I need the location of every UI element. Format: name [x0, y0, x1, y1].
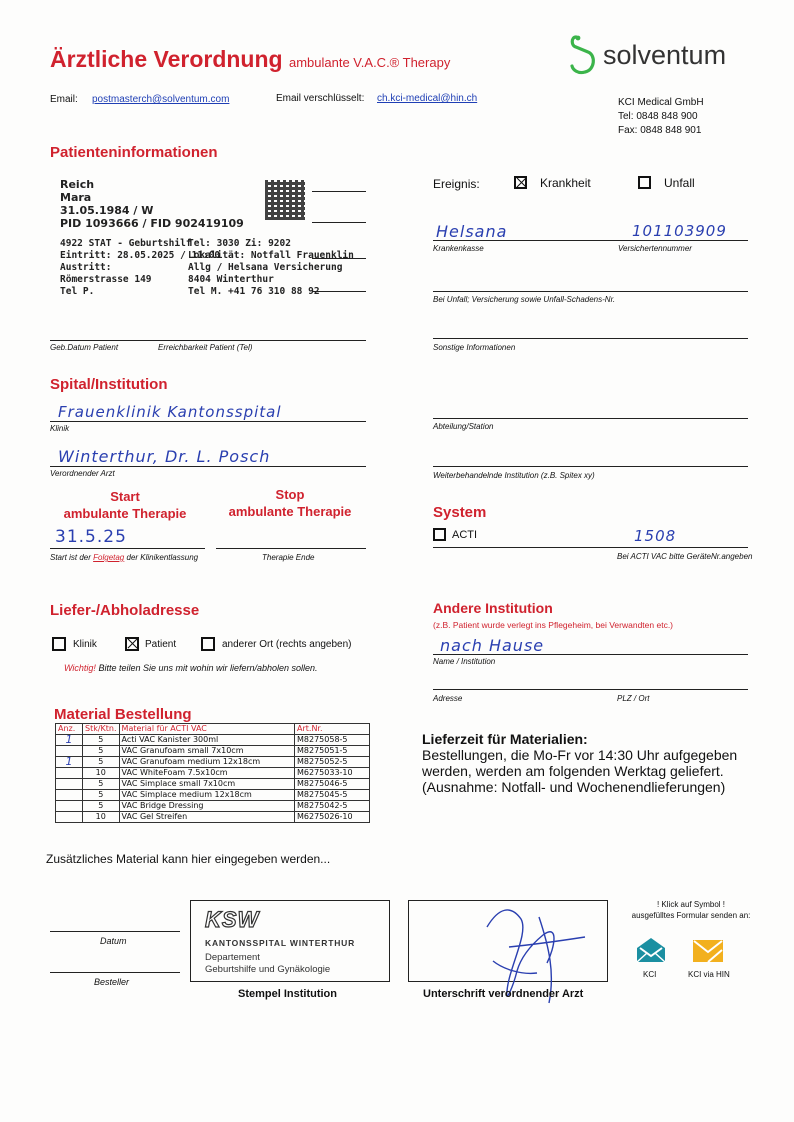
stamp-line-1: KANTONSSPITAL WINTERTHUR — [205, 938, 356, 948]
ereignis-label: Ereignis: — [433, 177, 480, 191]
material-qty-cell[interactable] — [56, 790, 83, 801]
material-row — [56, 812, 370, 823]
delivery-klinik-label: Klinik — [73, 639, 97, 650]
lieferzeit-block — [422, 731, 737, 795]
sticker-location: Lokalität: Notfall Frauenklin — [188, 250, 354, 261]
form-title — [50, 46, 450, 73]
start-label-pre: Start ist der — [50, 553, 94, 562]
stop-label: Therapie Ende — [262, 553, 315, 562]
sticker-street: Römerstrasse 149 — [60, 274, 152, 285]
company-fax: Fax: 0848 848 901 — [618, 125, 702, 136]
stamp-line-2: Departement — [205, 952, 260, 963]
title-subtitle: ambulante V.A.C.® Therapy — [288, 55, 451, 70]
sticker-details-right — [188, 238, 354, 298]
qr-code — [265, 180, 305, 220]
material-artnr-cell: M8275046-5 — [295, 779, 370, 790]
material-heading: Material Bestellung — [54, 706, 192, 723]
other-inst-note: (z.B. Patient wurde verlegt ins Pflegeheim, bei Verwandten etc.) — [433, 620, 674, 630]
material-qty-cell[interactable] — [56, 768, 83, 779]
unfall-checkbox[interactable] — [638, 176, 651, 189]
klinik-label: Klinik — [50, 424, 70, 433]
material-row — [56, 768, 370, 779]
click-line-1: ! Klick auf Symbol ! — [656, 900, 726, 909]
material-stk-cell: 10 — [83, 812, 120, 823]
material-name-cell: VAC Bridge Dressing — [119, 801, 294, 812]
material-stk-cell: 5 — [83, 735, 120, 746]
signature-label: Unterschrift verordnender Arzt — [423, 988, 584, 1000]
material-artnr-cell: M8275042-5 — [295, 801, 370, 812]
patient-heading: Patienteninformationen — [50, 144, 218, 161]
sticker-discharge: Austritt: — [60, 262, 112, 273]
material-row — [56, 801, 370, 812]
sticker-lastname: Reich — [60, 178, 95, 191]
device-number-label: Bei ACTI VAC bitte GeräteNr.angeben — [617, 552, 753, 561]
sticker-phone-m: Tel M. +41 76 310 88 92 — [188, 286, 320, 297]
material-name-cell: VAC Simplace medium 12x18cm — [119, 790, 294, 801]
material-qty-cell[interactable] — [56, 779, 83, 790]
lieferzeit-title: Lieferzeit für Materialien: — [422, 731, 588, 747]
kci-hin-label: KCI via HIN — [688, 970, 730, 979]
company-block — [618, 96, 704, 138]
acti-label: ACTI — [452, 529, 478, 541]
delivery-patient-checkbox[interactable] — [125, 637, 139, 651]
material-name-cell: VAC Granufoam medium 12x18cm — [119, 757, 294, 768]
material-stk-cell: 10 — [83, 768, 120, 779]
other-inst-heading: Andere Institution — [433, 600, 553, 616]
sticker-admission: Eintritt: 28.05.2025 / 11:00 — [60, 250, 221, 261]
email-label: Email: — [50, 94, 78, 105]
material-artnr-cell: M8275051-5 — [295, 746, 370, 757]
stamp-box — [190, 900, 390, 982]
signature-box[interactable] — [408, 900, 608, 982]
weiter-label: Weiterbehandelnde Institution (z.B. Spitex xy) — [433, 471, 595, 480]
sticker-ward: 4922 STAT - Geburtshilf — [60, 238, 192, 249]
col-stk: Stk/Ktn. — [83, 724, 120, 735]
material-extra-text: Zusätzliches Material kann hier eingegeben werden... — [46, 852, 331, 866]
start-title-2: ambulante Therapie — [63, 506, 187, 521]
material-row — [56, 757, 370, 768]
geb-datum-label: Geb.Datum Patient — [50, 343, 119, 352]
stop-title-1: Stop — [275, 487, 305, 502]
delivery-other-label: anderer Ort (rechts angeben) — [222, 639, 352, 650]
sticker-room: Tel: 3030 Zi: 9202 — [188, 238, 291, 249]
other-inst-plz-label: PLZ / Ort — [617, 694, 650, 703]
lieferzeit-line-3: (Ausnahme: Notfall- und Wochenendlieferungen) — [422, 779, 726, 795]
material-qty-cell[interactable]: 1 — [56, 757, 83, 768]
krankenkasse-value[interactable]: Helsana — [436, 222, 508, 241]
material-table — [55, 723, 370, 823]
start-label — [50, 553, 198, 562]
start-title — [50, 488, 200, 522]
title-text: Ärztliche Verordnung — [50, 46, 283, 72]
email-link[interactable]: postmasterch@solventum.com — [92, 94, 230, 105]
material-artnr-cell: M6275033-10 — [295, 768, 370, 779]
delivery-note — [64, 663, 318, 673]
abteilung-label: Abteilung/Station — [433, 422, 494, 431]
material-row — [56, 746, 370, 757]
sonstige-label: Sonstige Informationen — [433, 343, 516, 352]
sticker-insurance: Allg / Helsana Versicherung — [188, 262, 343, 273]
material-stk-cell: 5 — [83, 757, 120, 768]
send-instructions — [626, 899, 756, 921]
versichertennummer-value[interactable]: 101103909 — [632, 222, 727, 240]
material-qty-cell[interactable] — [56, 812, 83, 823]
delivery-heading: Liefer-/Abholadresse — [50, 602, 200, 619]
material-artnr-cell: M8275052-5 — [295, 757, 370, 768]
material-name-cell: VAC Gel Streifen — [119, 812, 294, 823]
besteller-label: Besteller — [94, 977, 130, 987]
lieferzeit-line-1: Bestellungen, die Mo-Fr vor 14:30 Uhr aufgegeben — [422, 747, 738, 763]
patient-sticker — [60, 178, 244, 230]
krankheit-checkbox[interactable] — [514, 176, 527, 189]
lieferzeit-line-2: werden, werden am folgenden Werktag geliefert. — [422, 763, 724, 779]
sticker-city: 8404 Winterthur — [188, 274, 274, 285]
sticker-pid: PID 1093666 / FID 902419109 — [60, 217, 244, 230]
material-name-cell: Acti VAC Kanister 300ml — [119, 735, 294, 746]
company-name: KCI Medical GmbH — [618, 97, 704, 108]
unfall-info-label: Bei Unfall; Versicherung sowie Unfall-Schadens-Nr. — [433, 295, 616, 304]
start-label-post: der Klinikentlassung — [124, 553, 199, 562]
datum-label: Datum — [100, 936, 127, 946]
brand-name: solventum — [603, 40, 727, 70]
spital-heading: Spital/Institution — [50, 376, 168, 393]
sticker-firstname: Mara — [60, 191, 92, 204]
reach-label: Erreichbarkeit Patient (Tel) — [158, 343, 253, 352]
email-enc-link[interactable]: ch.kci-medical@hin.ch — [377, 93, 478, 104]
versichertennummer-label: Versichertennummer — [618, 244, 692, 253]
delivery-note-em: Wichtig! — [64, 663, 96, 673]
ksw-logo: KSW — [205, 907, 260, 932]
material-artnr-cell: M8275058-5 — [295, 735, 370, 746]
stamp-label: Stempel Institution — [238, 988, 337, 1000]
material-artnr-cell: M6275026-10 — [295, 812, 370, 823]
material-stk-cell: 5 — [83, 790, 120, 801]
klinik-value[interactable]: Frauenklinik Kantonsspital — [58, 403, 282, 421]
start-label-em: Folgetag — [93, 553, 125, 562]
send-kci-mail-icon[interactable] — [634, 936, 668, 964]
start-title-1: Start — [110, 489, 140, 504]
krankheit-label: Krankheit — [540, 176, 591, 190]
delivery-klinik-checkbox[interactable] — [52, 637, 66, 651]
delivery-patient-label: Patient — [145, 639, 177, 650]
stop-title — [212, 486, 368, 520]
sticker-birthdate: 31.05.1984 / W — [60, 204, 154, 217]
other-inst-name-value[interactable]: nach Hause — [440, 636, 545, 655]
click-line-2: ausgefülltes Formular senden an: — [631, 911, 751, 920]
material-qty-cell[interactable]: 1 — [56, 735, 83, 746]
email-enc-label: Email verschlüsselt: — [276, 93, 365, 104]
send-kci-hin-mail-icon[interactable] — [692, 936, 724, 964]
kci-label: KCI — [643, 970, 657, 979]
col-material: Material für ACTI VAC — [119, 724, 294, 735]
material-stk-cell: 5 — [83, 746, 120, 757]
stamp-line-3: Geburtshilfe und Gynäkologie — [205, 964, 331, 975]
sticker-phone-p: Tel P. — [60, 286, 95, 297]
material-table-header — [56, 724, 370, 735]
other-inst-adresse-label: Adresse — [433, 694, 463, 703]
device-number-value[interactable]: 1508 — [634, 527, 677, 545]
material-stk-cell: 5 — [83, 801, 120, 812]
material-name-cell: VAC Granufoam small 7x10cm — [119, 746, 294, 757]
material-row — [56, 735, 370, 746]
material-row — [56, 790, 370, 801]
material-row — [56, 779, 370, 790]
delivery-other-checkbox[interactable] — [201, 637, 215, 651]
system-heading: System — [433, 504, 487, 521]
start-date-value[interactable]: 31.5.25 — [55, 527, 127, 547]
acti-checkbox[interactable] — [433, 528, 446, 541]
arzt-label: Verordnender Arzt — [50, 469, 115, 478]
material-name-cell: VAC Simplace small 7x10cm — [119, 779, 294, 790]
material-qty-cell[interactable] — [56, 801, 83, 812]
col-anz: Anz. — [56, 724, 83, 735]
other-inst-name-label: Name / Institution — [433, 657, 496, 666]
arzt-value[interactable]: Winterthur, Dr. L. Posch — [58, 447, 271, 466]
stop-title-2: ambulante Therapie — [228, 504, 352, 519]
material-stk-cell: 5 — [83, 779, 120, 790]
krankenkasse-label: Krankenkasse — [433, 244, 484, 253]
col-artnr: Art.Nr. — [295, 724, 370, 735]
company-tel: Tel: 0848 848 900 — [618, 111, 698, 122]
material-name-cell: VAC WhiteFoam 7.5x10cm — [119, 768, 294, 779]
material-artnr-cell: M8275045-5 — [295, 790, 370, 801]
solventum-logo-icon — [568, 34, 598, 78]
unfall-label: Unfall — [664, 176, 695, 190]
delivery-note-text: Bitte teilen Sie uns mit wohin wir liefern/abholen sollen. — [95, 663, 318, 673]
